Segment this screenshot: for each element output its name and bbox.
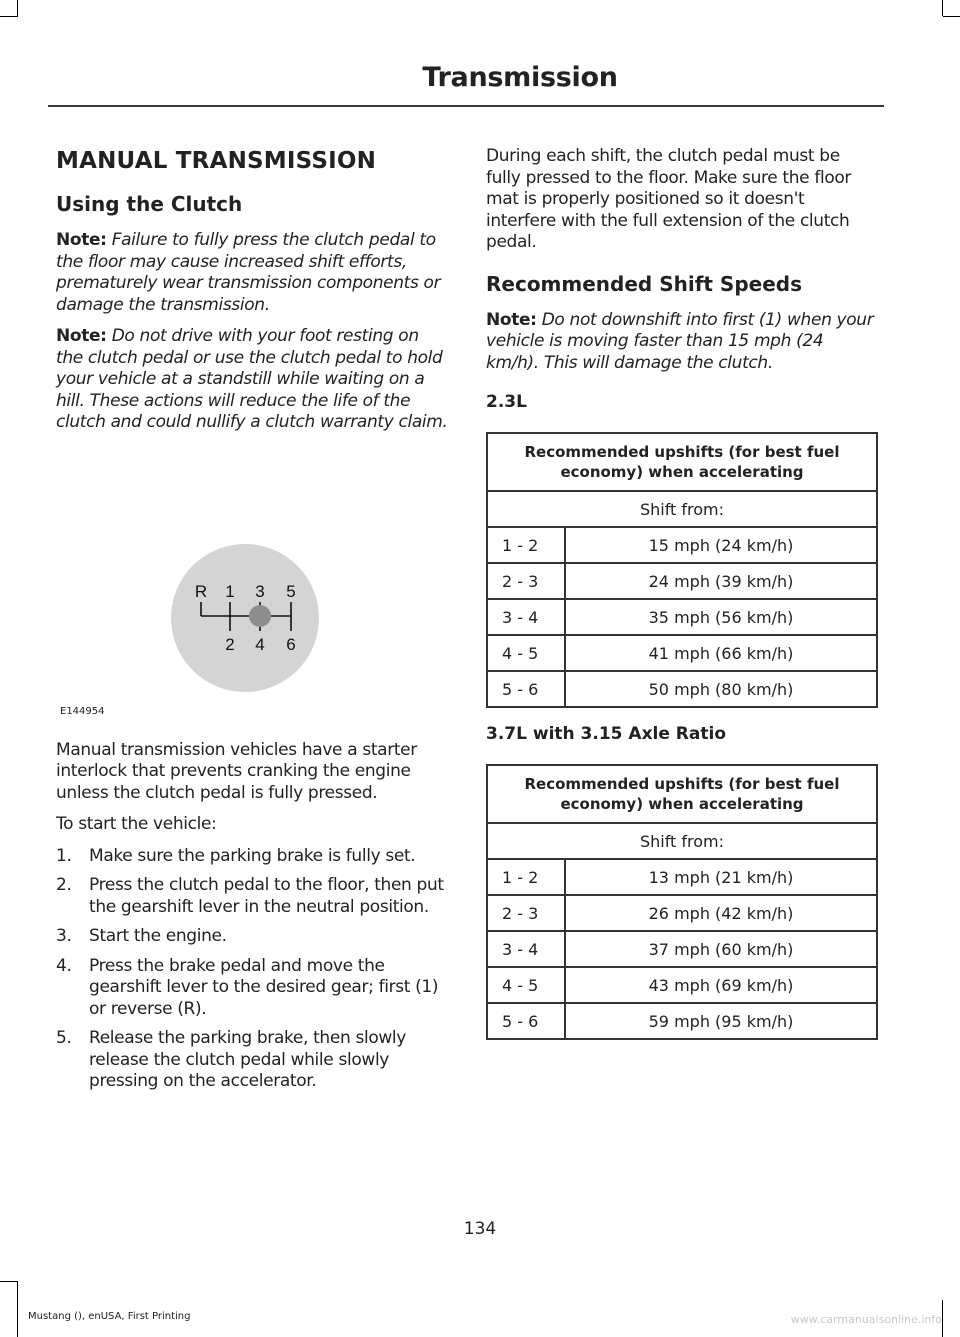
start-steps-list — [56, 846, 448, 1093]
page-number: 134 — [463, 1219, 497, 1239]
start-vehicle-intro: To start the vehicle: — [56, 814, 217, 834]
right-column — [486, 146, 878, 1056]
page-header — [0, 62, 960, 93]
crop-mark — [942, 1300, 943, 1337]
gear-label-6: 6 — [286, 634, 296, 654]
note-text: Failure to fully press the clutch pedal to the floor may cause increased shift efforts, prematurely wear transmission components or damage the transmission. — [56, 230, 441, 315]
list-item: 4. Press the brake pedal and move the gearshift lever to the desired gear; first (1) or reverse (R). — [56, 955, 439, 1019]
table-row: 1 - 2 15 mph (24 km/h) — [487, 527, 877, 563]
table-row: 5 - 6 59 mph (95 km/h) — [487, 1003, 877, 1039]
gearshift-pattern-diagram — [56, 444, 448, 724]
crop-mark — [17, 0, 18, 16]
note-label: Note: — [56, 326, 107, 346]
list-item: 2. Press the clutch pedal to the floor, then put the gearshift lever in the neutral position. — [56, 875, 444, 917]
edition-footer: Mustang (), enUSA, First Printing — [28, 1311, 191, 1322]
crop-mark — [0, 1281, 18, 1282]
gear-label-2: 2 — [225, 634, 235, 654]
list-item: 3. Start the engine. — [56, 926, 227, 946]
table-row: 3 - 4 37 mph (60 km/h) — [487, 931, 877, 967]
table-subheader: Shift from: — [487, 823, 877, 859]
header-divider — [48, 105, 884, 107]
list-item: 5. Release the parking brake, then slowly release the clutch pedal while slowly pressing on the accelerator. — [56, 1028, 407, 1091]
section-title: MANUAL TRANSMISSION — [56, 148, 377, 174]
table-row: 2 - 3 26 mph (42 km/h) — [487, 895, 877, 931]
crop-mark — [942, 0, 943, 16]
crop-mark — [0, 16, 18, 17]
watermark: www.carmanualsonline.info — [790, 1313, 942, 1326]
note-label: Note: — [56, 230, 107, 250]
note-text: Do not drive with your foot resting on the clutch pedal or use the clutch pedal to hold your vehicle at a standstill while waiting on a hill. These actions will reduce the life of the clutch and could nullify a clutch warranty claim. — [56, 326, 448, 432]
starter-interlock-paragraph: Manual transmission vehicles have a starter interlock that prevents cranking the engine unless the clutch pedal is fully pressed. — [56, 739, 417, 803]
figure-code: E144954 — [60, 705, 105, 717]
engine-heading: 3.7L with 3.15 Axle Ratio — [486, 724, 727, 744]
subsection-title: Recommended Shift Speeds — [486, 271, 802, 296]
table-header: Recommended upshifts (for best fuel economy) when accelerating — [487, 765, 877, 823]
table-subheader: Shift from: — [487, 491, 877, 527]
note-clutch-press — [56, 230, 448, 316]
table-row: 4 - 5 41 mph (66 km/h) — [487, 635, 877, 671]
shift-speed-table — [486, 432, 878, 708]
shift-speed-table — [486, 764, 878, 1040]
clutch-shift-paragraph: During each shift, the clutch pedal must be fully pressed to the floor. Make sure the floor mat is properly positioned so it doesn't interfere with the full extension of the clutch pedal. — [486, 146, 852, 252]
subsection-title: Using the Clutch — [56, 192, 243, 216]
left-column — [56, 142, 448, 1101]
gear-label-4: 4 — [255, 634, 265, 654]
note-downshift — [486, 310, 878, 375]
note-foot-resting — [56, 326, 448, 434]
shift-lever-position — [249, 605, 271, 627]
gear-label-5: 5 — [286, 581, 296, 601]
gearshift-pattern-figure — [56, 444, 448, 724]
shift-knob-circle — [171, 544, 319, 692]
engine-heading: 2.3L — [486, 392, 527, 412]
note-label: Note: — [486, 309, 537, 330]
note-text: Do not downshift into first (1) when your vehicle is moving faster than 15 mph (24 km/h). This will damage the clutch. — [486, 309, 874, 373]
crop-mark — [17, 1281, 18, 1337]
gear-label-r: R — [194, 581, 208, 601]
page-title: Transmission — [422, 62, 618, 93]
table-row: 1 - 2 13 mph (21 km/h) — [487, 859, 877, 895]
gear-label-3: 3 — [255, 581, 265, 601]
table-row: 5 - 6 50 mph (80 km/h) — [487, 671, 877, 707]
gear-label-1: 1 — [225, 581, 235, 601]
table-row: 4 - 5 43 mph (69 km/h) — [487, 967, 877, 1003]
crop-mark — [943, 16, 960, 17]
table-row: 2 - 3 24 mph (39 km/h) — [487, 563, 877, 599]
table-header: Recommended upshifts (for best fuel economy) when accelerating — [487, 433, 877, 491]
table-row: 3 - 4 35 mph (56 km/h) — [487, 599, 877, 635]
list-item: 1. Make sure the parking brake is fully set. — [56, 845, 416, 866]
